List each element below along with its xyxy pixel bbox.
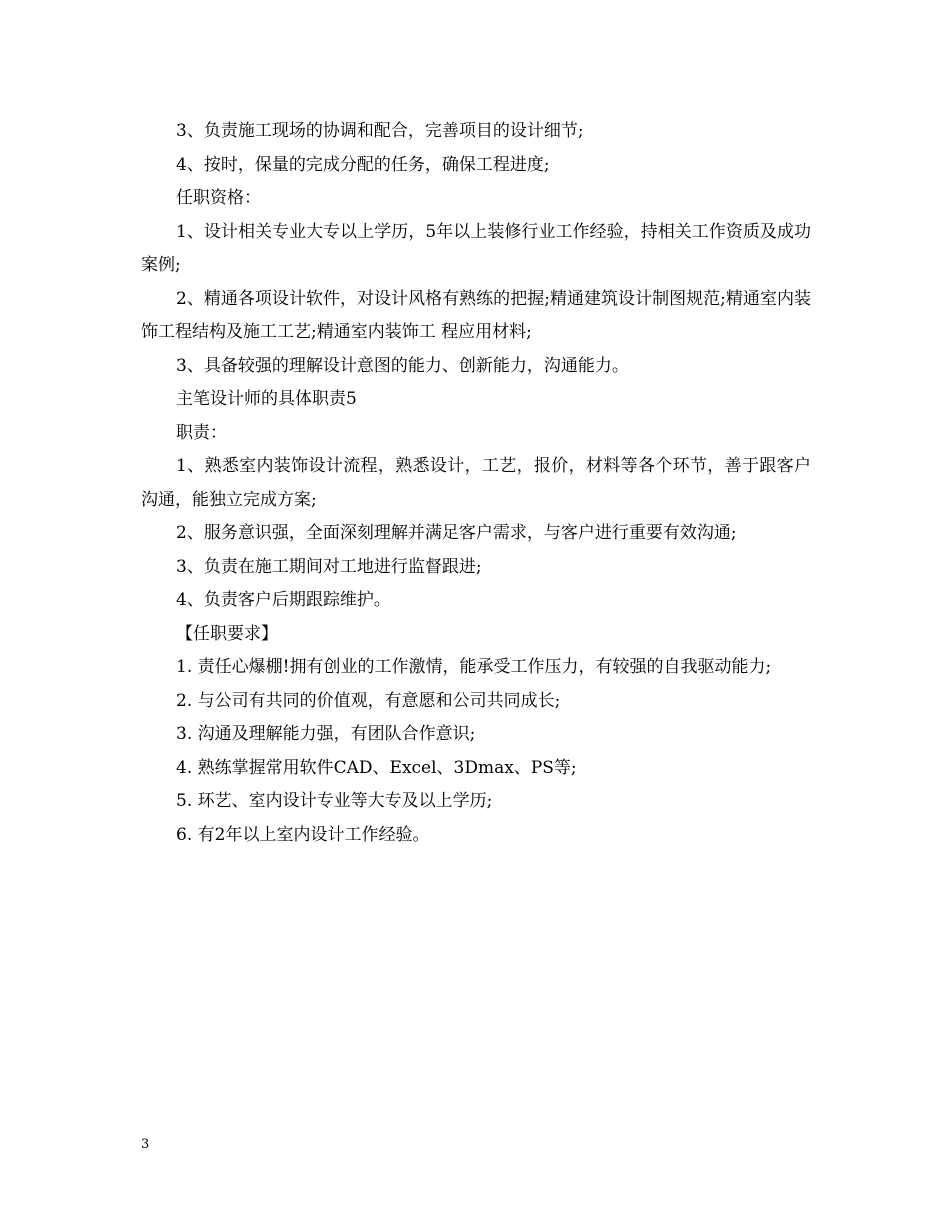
- paragraph: 2、精通各项设计软件，对设计风格有熟练的把握;精通建筑设计制图规范;精通室内装饰工程结构及施工工艺;精通室内装饰工 程应用材料;: [141, 288, 811, 342]
- paragraph: 5. 环艺、室内设计专业等大专及以上学历;: [176, 791, 493, 811]
- paragraph: 1、熟悉室内装饰设计流程，熟悉设计，工艺，报价，材料等各个环节，善于跟客户沟通，能独立完成方案;: [141, 456, 811, 510]
- paragraph: 4、负责客户后期跟踪维护。: [176, 590, 391, 610]
- paragraph: 4、按时，保量的完成分配的任务，确保工程进度;: [176, 154, 550, 175]
- page-number: 3: [141, 1137, 150, 1152]
- paragraph: 2. 与公司有共同的价值观，有意愿和公司共同成长;: [176, 690, 561, 711]
- paragraph: 6. 有2年以上室内设计工作经验。: [176, 824, 430, 845]
- paragraph: 1. 责任心爆棚!拥有创业的工作激情，能承受工作压力，有较强的自我驱动能力;: [176, 657, 772, 677]
- body-text: [141, 115, 811, 852]
- paragraph: 2、服务意识强，全面深刻理解并满足客户需求，与客户进行重要有效沟通;: [176, 523, 737, 543]
- paragraph: 4. 熟练掌握常用软件CAD、Excel、3Dmax、PS等;: [176, 757, 577, 778]
- section-heading: 职责：: [176, 422, 227, 443]
- paragraph: 3、具备较强的理解设计意图的能力、创新能力，沟通能力。: [176, 355, 629, 376]
- section-heading: 【任职要求】: [176, 623, 278, 644]
- paragraph: 1、设计相关专业大专以上学历，5年以上装修行业工作经验，持相关工作资质及成功案例;: [141, 221, 811, 275]
- section-heading: 任职资格：: [176, 188, 261, 208]
- paragraph: 3、负责施工现场的协调和配合，完善项目的设计细节;: [176, 121, 584, 141]
- section-heading: 主笔设计师的具体职责5: [176, 389, 357, 409]
- paragraph: 3. 沟通及理解能力强，有团队合作意识;: [176, 724, 476, 744]
- paragraph: 3、负责在施工期间对工地进行监督跟进;: [176, 556, 482, 577]
